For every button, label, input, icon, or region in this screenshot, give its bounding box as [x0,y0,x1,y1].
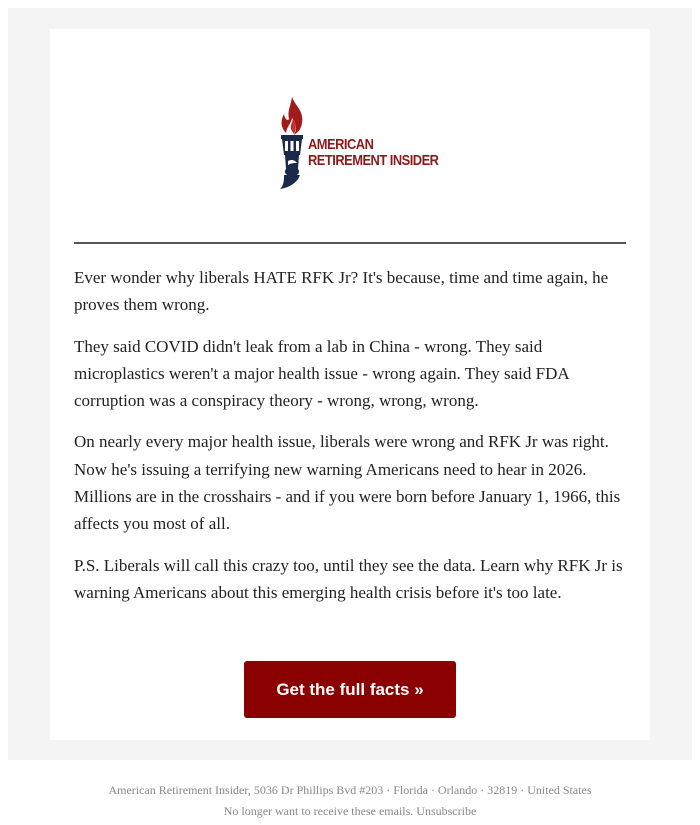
email-card [50,29,650,740]
paragraph-3: On nearly every major health issue, liberals were wrong and RFK Jr was right. Now he's issuing a terrifying new warning Americans need to hear in 2026. Millions are in the crosshairs - and if you were born before January 1, 1966, this affects you most of all. [74,432,621,534]
brand-logo [272,97,439,191]
get-full-facts-button[interactable]: Get the full facts » [244,661,456,718]
torch-icon [272,97,312,191]
unsubscribe-link[interactable]: Unsubscribe [416,804,477,818]
brand-line1: AMERICAN [308,136,374,153]
email-background [8,8,692,760]
paragraph-2: They said COVID didn't leak from a lab in China - wrong. They said microplastics weren't a major health issue - wrong again. They said FDA corruption was a conspiracy theory - wrong, wrong, wrong. [74,336,569,411]
brand-wordmark [308,137,438,169]
footer-address: American Retirement Insider, 5036 Dr Phillips Bvd #203 · Florida · Orlando · 32819 · United States [108,783,592,797]
unsubscribe-prefix: No longer want to receive these emails. [223,804,414,818]
paragraph-4: P.S. Liberals will call this crazy too, until they see the data. Learn why RFK Jr is warning Americans about this emerging health crisis before it's too late. [74,555,623,602]
paragraph-1: Ever wonder why liberals HATE RFK Jr? It's because, time and time again, he proves them wrong. [74,268,609,315]
email-body [74,264,626,620]
brand-line2: RETIREMENT INSIDER [308,152,439,169]
divider-line [74,242,626,244]
footer-unsubscribe-line [0,801,700,822]
email-footer [0,780,700,822]
